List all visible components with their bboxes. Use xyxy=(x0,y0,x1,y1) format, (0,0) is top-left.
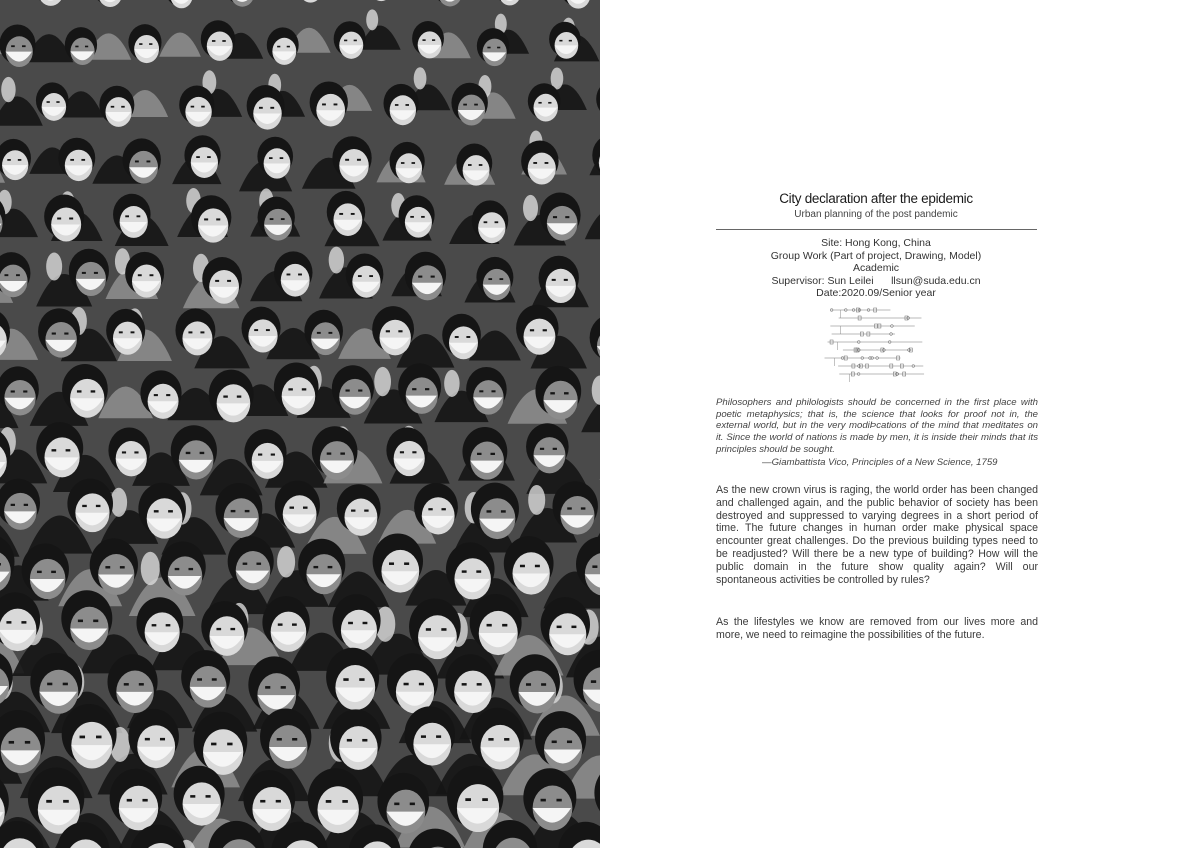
notation-diagram-icon xyxy=(820,304,932,384)
vico-quote: Philosophers and philologists should be concerned in the first place with poetic metaphysics; that is, the science that looks for proof not in, the external world, but in the very modiÞcations of the mind that meditates on it. Since the world of nations is made by men, it is inside their minds that its principles should be sought. xyxy=(716,397,1038,455)
title-divider xyxy=(716,229,1037,230)
meta-supervisor: Supervisor: Sun Leilei llsun@suda.edu.cn xyxy=(771,274,981,287)
quote-attribution: —Giambattista Vico, Principles of a New Science, 1759 xyxy=(762,457,998,468)
page-subtitle: Urban planning of the post pandemic xyxy=(794,209,958,220)
project-meta xyxy=(714,237,1038,300)
meta-group: Group Work (Part of project, Drawing, Model) xyxy=(770,249,982,262)
meta-category: Academic xyxy=(852,262,900,275)
meta-date: Date:2020.09/Senior year xyxy=(816,287,936,300)
body-paragraph-1: As the new crown virus is raging, the world order has been changed and challenged again, and the public behavior of society has been destroyed and suppressed to varying degrees in a short period of time. The future changes in human order make physical space encounter great challenges. Do the previous building types need to be readjusted? Will there be a new type of building? How will the public domain in the future show quality again? Will our spontaneous activities be controlled by rules? xyxy=(716,484,1038,586)
page-title: City declaration after the epidemic xyxy=(779,191,973,206)
body-paragraph-2: As the lifestyles we know are removed from our lives more and more, we need to reimagine the possibilities of the future. xyxy=(716,616,1038,641)
meta-site: Site: Hong Kong, China xyxy=(821,237,931,249)
